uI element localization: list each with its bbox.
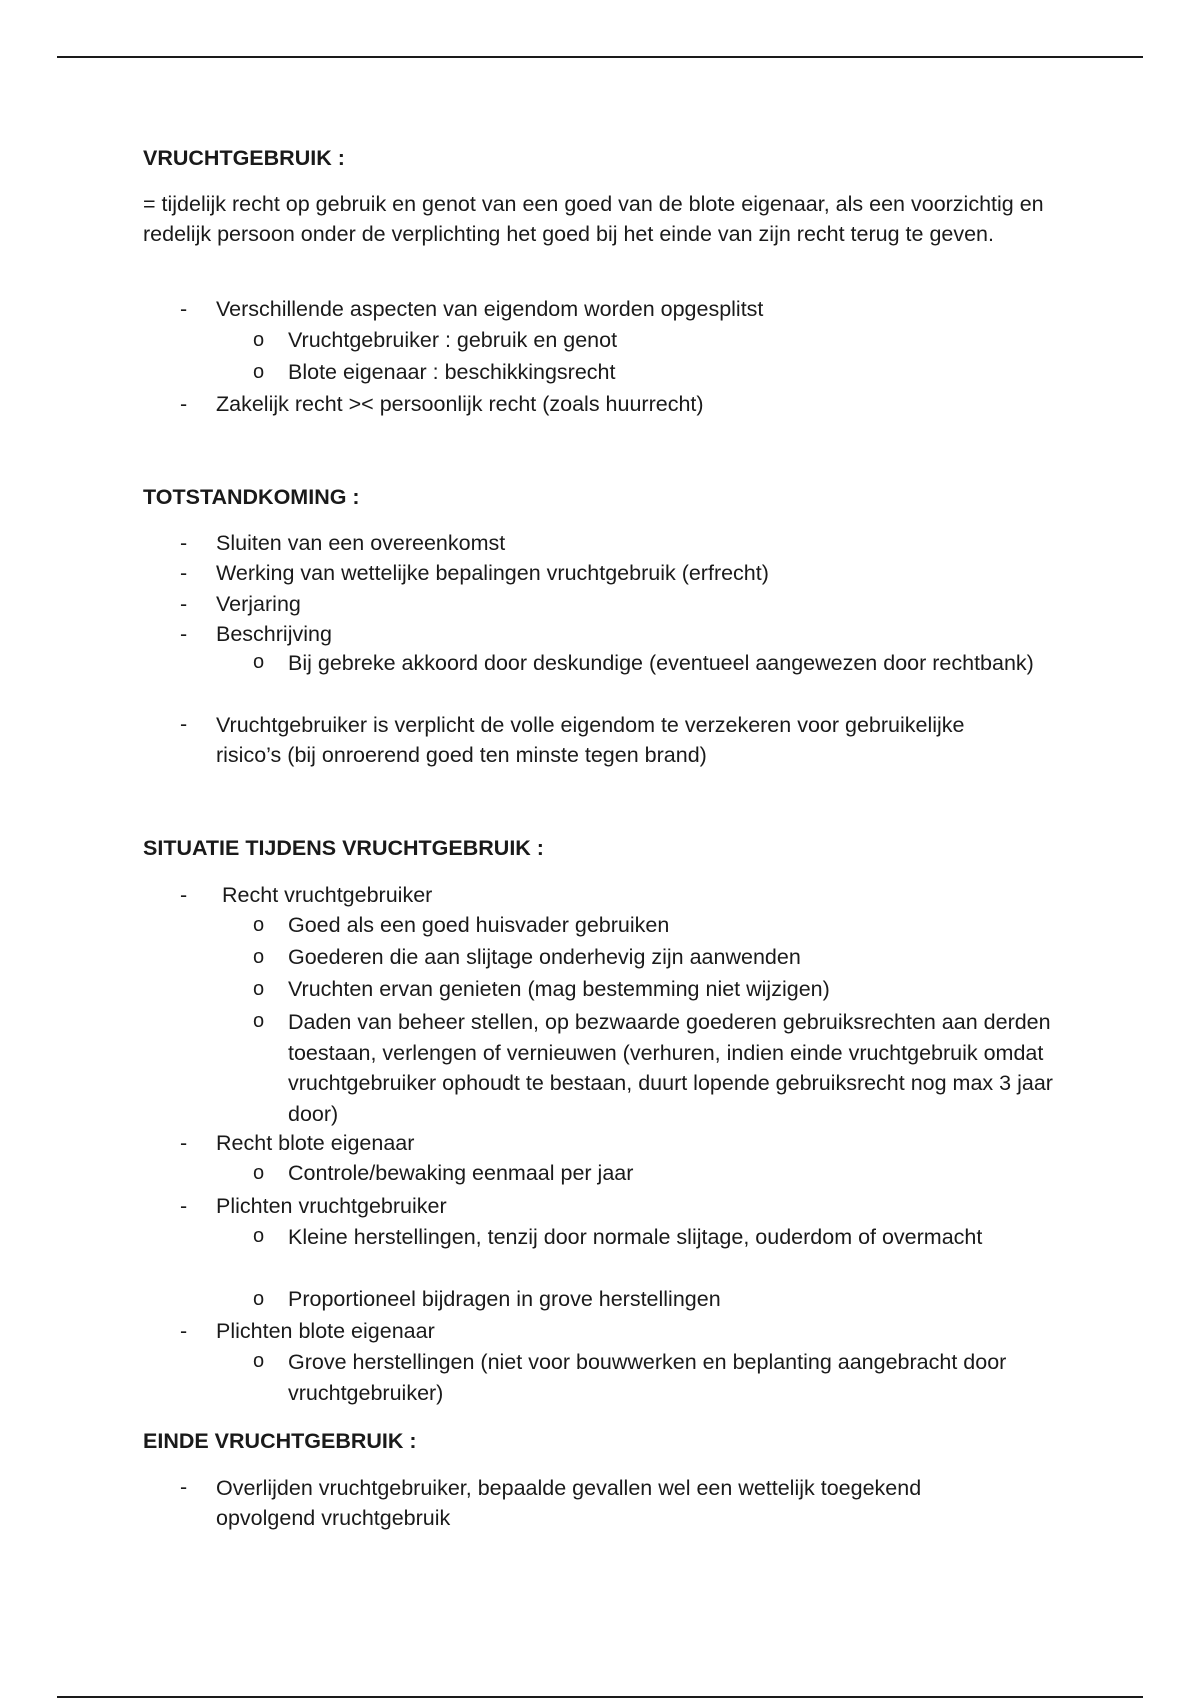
list-item: Plichten blote eigenaar [216,1319,435,1343]
sub-list-item: Bij gebreke akkoord door deskundige (eventueel aangewezen door rechtbank) [288,651,1034,675]
list-dash: - [180,297,188,321]
list-dash: - [180,1475,188,1499]
definition-paragraph: = tijdelijk recht op gebruik en genot van een goed van de blote eigenaar, als een voorzichtig en redelijk persoon onder de verplichting het goed bij het einde van zijn recht terug te geven. [143,192,1044,246]
list-item: Recht blote eigenaar [216,1131,415,1155]
list-dash: - [180,712,188,736]
sub-bullet: o [253,1350,265,1372]
sub-list-item: Goed als een goed huisvader gebruiken [288,913,670,937]
list-item: Verjaring [216,592,301,616]
list-dash: - [180,592,188,616]
list-item: Recht vruchtgebruiker [222,883,433,907]
sub-list-item: Grove herstellingen (niet voor bouwwerken en beplanting aangebracht door vruchtgebruiker) [288,1350,1007,1405]
sub-list-item: Kleine herstellingen, tenzij door normale slijtage, ouderdom of overmacht [288,1225,983,1249]
sub-list-item: Blote eigenaar : beschikkingsrecht [288,360,616,384]
list-dash: - [180,561,188,585]
list-item: Plichten vruchtgebruiker [216,1194,447,1218]
sub-list-item: Proportioneel bijdragen in grove herstellingen [288,1287,721,1311]
list-item: Werking van wettelijke bepalingen vruchtgebruik (erfrecht) [216,561,769,585]
list-dash: - [180,531,188,555]
heading-totstandkoming: TOTSTANDKOMING : [143,485,360,509]
sub-list-item: Vruchten ervan genieten (mag bestemming niet wijzigen) [288,977,830,1001]
list-item: Beschrijving [216,622,332,646]
sub-bullet: o [253,329,265,351]
top-rule [57,56,1143,58]
sub-list-item: Vruchtgebruiker : gebruik en genot [288,328,618,352]
list-item: Overlijden vruchtgebruiker, bepaalde gevallen wel een wettelijk toegekend opvolgend vruchtgebruik [216,1476,922,1530]
heading-situatie-tijdens-vruchtgebruik: SITUATIE TIJDENS VRUCHTGEBRUIK : [143,836,544,860]
list-item: Sluiten van een overeenkomst [216,531,506,555]
sub-bullet: o [253,1162,265,1184]
heading-einde-vruchtgebruik: EINDE VRUCHTGEBRUIK : [143,1429,417,1453]
list-dash: - [180,1131,188,1155]
heading-vruchtgebruik: VRUCHTGEBRUIK : [143,146,345,170]
sub-bullet: o [253,651,265,673]
sub-bullet: o [253,361,265,383]
sub-list-item: Goederen die aan slijtage onderhevig zijn aanwenden [288,945,801,969]
list-dash: - [180,622,188,646]
list-item: Zakelijk recht >< persoonlijk recht (zoals huurrecht) [216,392,704,416]
sub-bullet: o [253,1010,265,1032]
list-item: Vruchtgebruiker is verplicht de volle eigendom te verzekeren voor gebruikelijke risico’s (bij onroerend goed ten minste tegen brand) [216,713,965,767]
list-dash: - [180,1319,188,1343]
list-dash: - [180,392,188,416]
sub-bullet: o [253,978,265,1000]
bottom-rule [57,1696,1143,1698]
sub-bullet: o [253,1288,265,1310]
sub-bullet: o [253,946,265,968]
list-item: Verschillende aspecten van eigendom worden opgesplitst [216,297,764,321]
list-dash: - [180,883,188,907]
list-dash: - [180,1194,188,1218]
sub-list-item: Controle/bewaking eenmaal per jaar [288,1161,634,1185]
sub-list-item: Daden van beheer stellen, op bezwaarde goederen gebruiksrechten aan derden toestaan, verlengen of vernieuwen (verhuren, indien einde vruchtgebruik omdat vruchtgebruiker ophoudt te bestaan, duurt lopende gebruiksrecht nog max 3 jaar door) [288,1010,1053,1126]
sub-bullet: o [253,914,265,936]
sub-bullet: o [253,1225,265,1247]
